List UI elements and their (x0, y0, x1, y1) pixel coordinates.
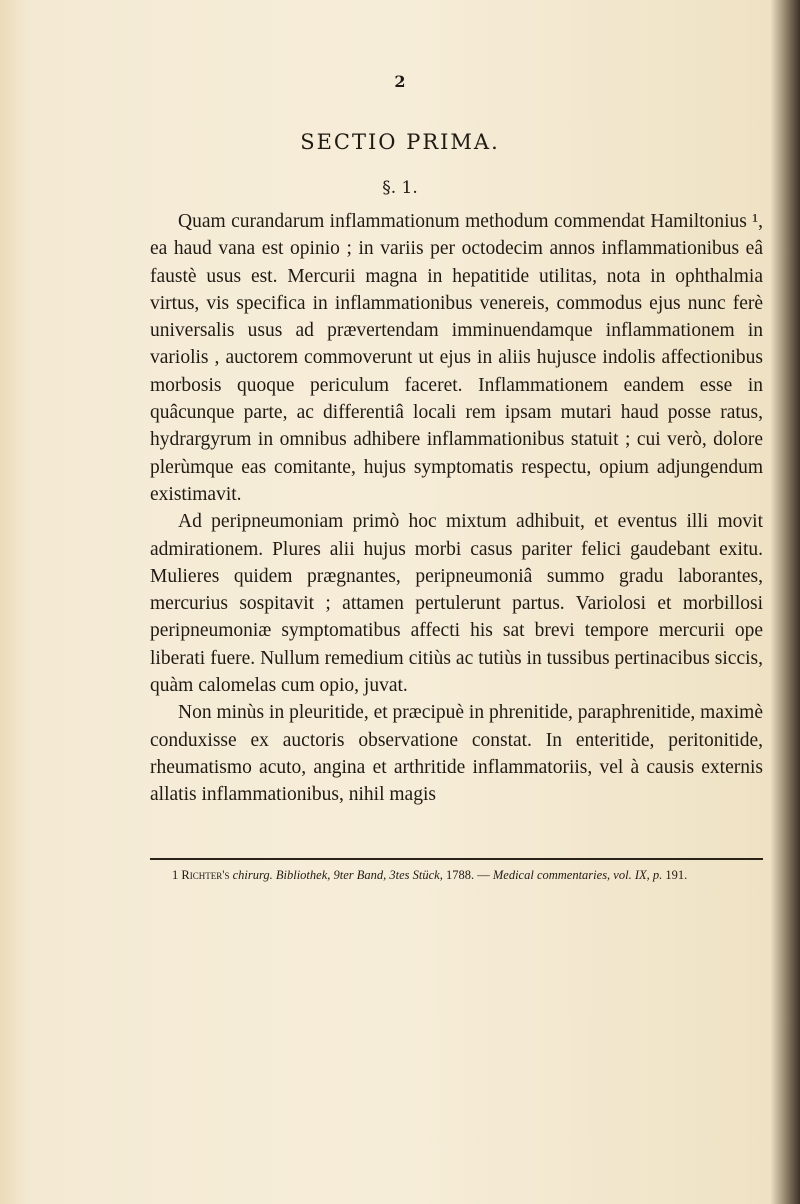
paragraph-3: Non minùs in pleuritide, et præcipuè in phrenitide, paraphrenitide, maximè conduxisse ex auctoris observatione constat. In enteritide, peritonitide, rheumatismo acuto, angina et arthritide inflammatoriis, vel à causis externis allatis inflammationibus, nihil magis (150, 702, 763, 806)
paragraph-mark: §. 1. (382, 178, 418, 198)
section-title: SECTIO PRIMA. (300, 130, 500, 154)
footnote-second-reference: Medical commentaries, vol. IX, p. (492, 868, 663, 882)
footnote-year: 1788. (445, 868, 475, 882)
footnote-separator: — (477, 868, 490, 882)
body-text (150, 208, 763, 809)
page-number: 2 (394, 72, 406, 91)
footnote-page: 191. (665, 868, 688, 882)
footnote-divider (150, 858, 763, 860)
footnote (150, 866, 763, 885)
paragraph-2: Ad peripneumoniam primò hoc mixtum adhibuit, et eventus illi movit admirationem. Plures alii hujus morbi casus pariter felici gaudebant exitu. Mulieres quidem prægnantes, peripneumoniâ summo gradu laborantes, mercurius sospitavit ; attamen pertulerunt partus. Variolosi et morbillosi peripneumoniæ symptomatibus affecti his sat brevi tempore mercurii ope liberati fuere. Nullum remedium citiùs ac tutiùs in tussibus pertinacibus siccis, quàm calomelas cum opio, juvat. (150, 511, 763, 697)
footnote-title: chirurg. Bibliothek, 9ter Band, 3tes Stück, (232, 868, 443, 882)
footnote-author: Richter's (181, 868, 230, 882)
paragraph-1: Quam curandarum inflammationum methodum commendat Hamiltonius ¹, ea haud vana est opinio ; in variis per octodecim annos inflammationibus eâ faustè usus est. Mercurii magna in hepatitide utilitas, nota in ophthalmia virtus, vis specifica in inflammationibus venereis, commodus ejus nunc ferè universalis usus ad prævertendam imminuendamque inflammationem in variolis , auctorem commoverunt ut ejus in aliis hujusce indolis affectionibus morbosis quoque periculum faceret. Inflammationem eandem esse in quâcunque parte, ac differentiâ locali rem ipsam mutari haud posse ratus, hydrargyrum in omnibus adhibere inflammationibus statuit ; cui verò, dolore plerùmque eas comitante, hujus symptomatis respectu, opium adjungendum existimavit. (150, 211, 763, 505)
footnote-marker: 1 (172, 868, 179, 882)
